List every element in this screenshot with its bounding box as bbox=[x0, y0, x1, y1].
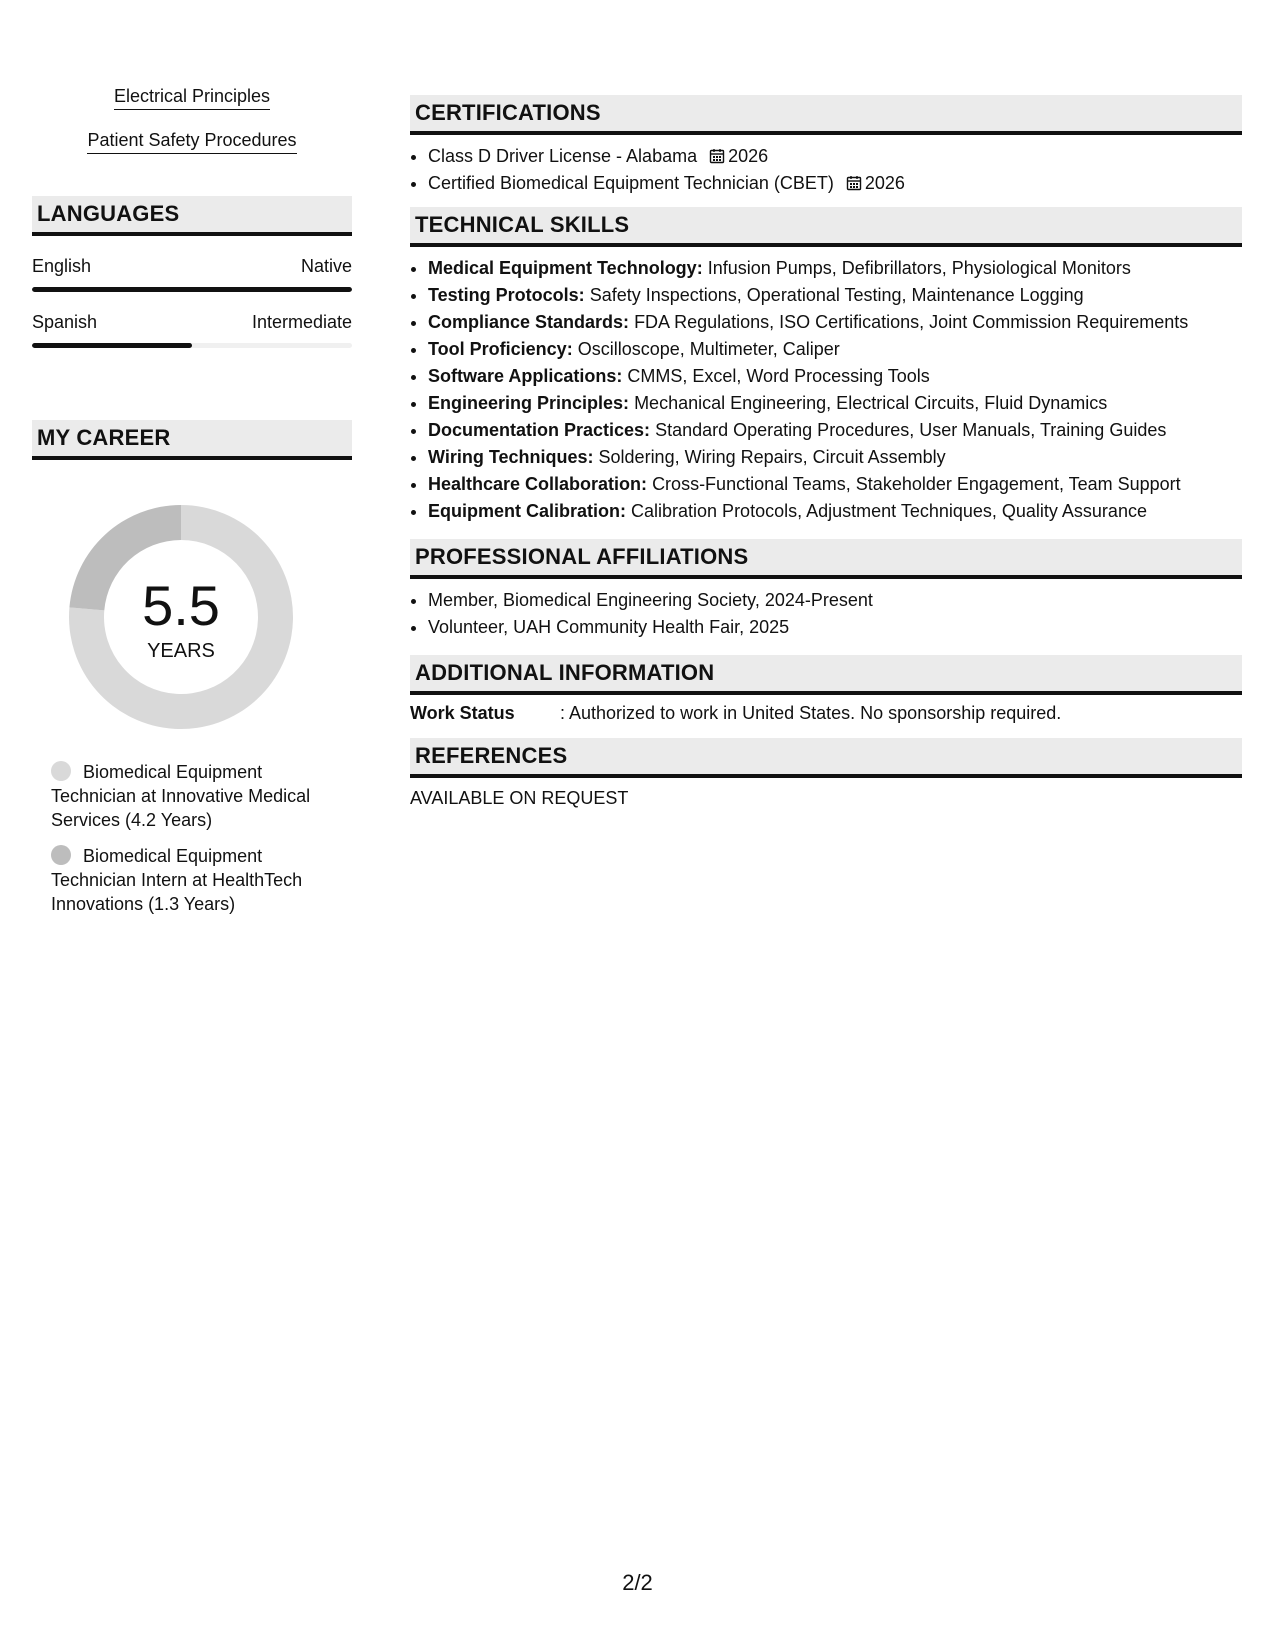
language-level: Intermediate bbox=[251, 312, 352, 332]
career-item bbox=[51, 844, 331, 916]
career-item bbox=[51, 760, 331, 832]
skill-category: Software Applications: bbox=[428, 366, 623, 386]
technical-skills-section bbox=[410, 207, 1242, 525]
certification-year: 2026 bbox=[864, 173, 905, 193]
certification-item bbox=[428, 143, 1242, 170]
skill-links bbox=[32, 86, 352, 174]
certification-year: 2026 bbox=[728, 146, 769, 166]
language-level: Native bbox=[300, 256, 352, 276]
career-item-text: Biomedical Equipment Technician Intern at HealthTech Innovations (1.3 Years) bbox=[51, 846, 303, 914]
affiliations-section bbox=[410, 539, 1242, 641]
career-donut-chart bbox=[66, 502, 296, 732]
legend-dot bbox=[51, 845, 71, 865]
skill-values: FDA Regulations, ISO Certifications, Joint Commission Requirements bbox=[634, 312, 1189, 332]
skill-category: Testing Protocols: bbox=[428, 285, 585, 305]
certifications-heading: CERTIFICATIONS bbox=[410, 95, 1242, 135]
skill-item bbox=[428, 498, 1242, 525]
work-status-value: : Authorized to work in United States. No sponsorship required. bbox=[560, 703, 1062, 723]
skill-values: Standard Operating Procedures, User Manuals, Training Guides bbox=[655, 420, 1167, 440]
skill-link-electrical-principles[interactable]: Electrical Principles bbox=[114, 86, 270, 110]
certification-name: Class D Driver License - Alabama bbox=[428, 146, 698, 166]
skill-values: Calibration Protocols, Adjustment Techniques, Quality Assurance bbox=[631, 501, 1147, 521]
skill-item bbox=[428, 390, 1242, 417]
skill-link-patient-safety[interactable]: Patient Safety Procedures bbox=[87, 130, 296, 154]
skill-item bbox=[428, 282, 1242, 309]
certification-name: Certified Biomedical Equipment Technician (CBET) bbox=[428, 173, 834, 193]
skill-values: Mechanical Engineering, Electrical Circuits, Fluid Dynamics bbox=[634, 393, 1108, 413]
skill-item bbox=[428, 309, 1242, 336]
languages-section bbox=[32, 196, 352, 348]
skill-values: Cross-Functional Teams, Stakeholder Engagement, Team Support bbox=[652, 474, 1181, 494]
work-status-label: Work Status bbox=[410, 703, 515, 723]
skill-category: Medical Equipment Technology: bbox=[428, 258, 703, 278]
career-item-text: Biomedical Equipment Technician at Innovative Medical Services (4.2 Years) bbox=[51, 762, 311, 830]
career-section bbox=[32, 420, 352, 916]
work-status-row bbox=[410, 703, 1242, 724]
sidebar bbox=[32, 86, 352, 916]
language-name: English bbox=[32, 256, 92, 276]
certification-item bbox=[428, 170, 1242, 197]
career-heading: MY CAREER bbox=[32, 420, 352, 460]
certifications-list bbox=[410, 143, 1242, 197]
languages-heading: LANGUAGES bbox=[32, 196, 352, 236]
page-number: 2/2 bbox=[622, 1570, 653, 1595]
skill-item bbox=[428, 336, 1242, 363]
skill-category: Equipment Calibration: bbox=[428, 501, 626, 521]
language-proficiency-bar bbox=[32, 343, 352, 348]
additional-info-heading: ADDITIONAL INFORMATION bbox=[410, 655, 1242, 695]
language-item bbox=[32, 312, 352, 348]
career-legend bbox=[32, 760, 352, 916]
skill-item bbox=[428, 363, 1242, 390]
language-proficiency-fill bbox=[32, 287, 352, 292]
skill-values: Safety Inspections, Operational Testing, Maintenance Logging bbox=[589, 285, 1084, 305]
skill-values: Infusion Pumps, Defibrillators, Physiological Monitors bbox=[707, 258, 1131, 278]
skill-values: Soldering, Wiring Repairs, Circuit Assembly bbox=[598, 447, 946, 467]
additional-info-section bbox=[410, 655, 1242, 724]
skill-category: Tool Proficiency: bbox=[428, 339, 573, 359]
skill-category: Documentation Practices: bbox=[428, 420, 651, 440]
references-heading: REFERENCES bbox=[410, 738, 1242, 778]
legend-dot bbox=[51, 761, 71, 781]
language-proficiency-bar bbox=[32, 287, 352, 292]
career-total-years: 5.5 bbox=[142, 573, 220, 637]
affiliations-heading: PROFESSIONAL AFFILIATIONS bbox=[410, 539, 1242, 579]
skill-item bbox=[428, 255, 1242, 282]
language-name: Spanish bbox=[32, 312, 98, 332]
career-unit: YEARS bbox=[147, 639, 215, 662]
references-text: AVAILABLE ON REQUEST bbox=[410, 788, 629, 808]
technical-skills-heading: TECHNICAL SKILLS bbox=[410, 207, 1242, 247]
main-content bbox=[410, 95, 1242, 809]
skill-item bbox=[428, 417, 1242, 444]
calendar-icon bbox=[846, 175, 862, 191]
skill-category: Engineering Principles: bbox=[428, 393, 630, 413]
calendar-icon bbox=[709, 148, 725, 164]
skill-category: Healthcare Collaboration: bbox=[428, 474, 648, 494]
technical-skills-list bbox=[410, 255, 1242, 525]
affiliation-item: • Volunteer, UAH Community Health Fair, 2025 bbox=[428, 614, 1242, 641]
skill-item bbox=[428, 471, 1242, 498]
language-item bbox=[32, 256, 352, 292]
skill-category: Compliance Standards: bbox=[428, 312, 630, 332]
affiliations-list bbox=[410, 587, 1242, 641]
references-section bbox=[410, 738, 1242, 809]
certifications-section bbox=[410, 95, 1242, 197]
skill-values: CMMS, Excel, Word Processing Tools bbox=[627, 366, 930, 386]
skill-category: Wiring Techniques: bbox=[428, 447, 594, 467]
skill-values: Oscilloscope, Multimeter, Caliper bbox=[577, 339, 840, 359]
skill-item bbox=[428, 444, 1242, 471]
language-proficiency-fill bbox=[32, 343, 192, 348]
affiliation-item: • Member, Biomedical Engineering Society, 2024-Present bbox=[428, 587, 1242, 614]
